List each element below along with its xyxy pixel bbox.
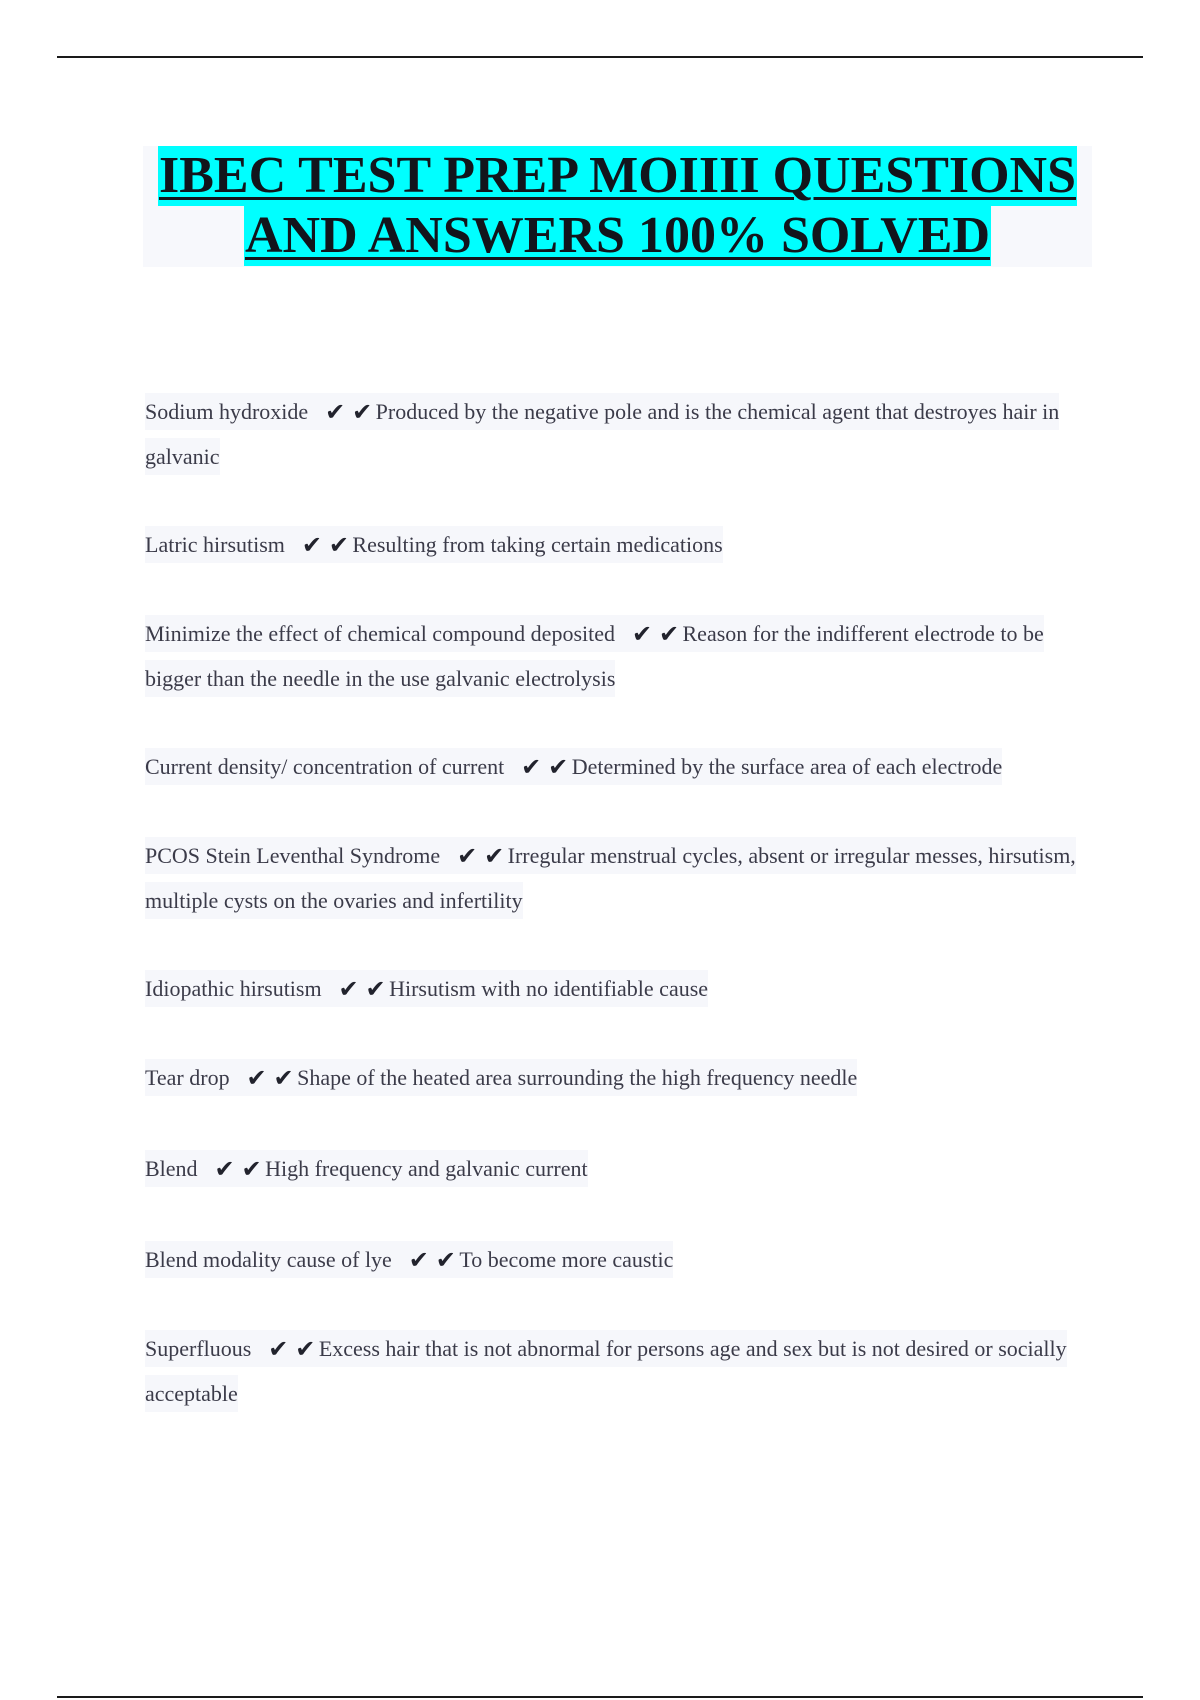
answer: Determined by the surface area of each electrode: [571, 754, 1003, 779]
check-icon: ✔: [241, 1155, 262, 1183]
check-icon: ✔: [328, 531, 349, 559]
check-icon: ✔: [352, 398, 373, 426]
list-item: [145, 1327, 1090, 1416]
term: Tear drop: [145, 1065, 230, 1090]
check-icon: ✔: [273, 1064, 294, 1092]
answer: Produced by the negative pole and is the chemical agent that destroyes hair in galvanic: [145, 399, 1060, 469]
term: Superfluous: [145, 1336, 252, 1361]
answer: Reason for the indifferent electrode to be bigger than the needle in the use galvanic electrolysis: [145, 621, 1044, 691]
term: Latric hirsutism: [145, 532, 285, 557]
term: Blend modality cause of lye: [145, 1247, 392, 1272]
check-icon: ✔: [295, 1335, 316, 1363]
check-icon: ✔: [246, 1064, 267, 1092]
list-item: [145, 1238, 1090, 1283]
term: Current density/ concentration of current: [145, 754, 505, 779]
top-rule: [57, 56, 1143, 58]
check-icon: ✔: [658, 620, 680, 648]
answer: Irregular menstrual cycles, absent or irregular messes, hirsutism, multiple cysts on the ovaries and infertility: [145, 843, 1076, 913]
check-icon: ✔: [435, 1246, 456, 1274]
bottom-rule: [57, 1696, 1143, 1698]
check-icon: ✔: [548, 753, 569, 781]
answer: Excess hair that is not abnormal for persons age and sex but is not desired or socially acceptable: [145, 1336, 1067, 1406]
check-icon: ✔: [521, 753, 542, 781]
check-icon: ✔: [457, 842, 478, 870]
term: PCOS Stein Leventhal Syndrome: [145, 843, 441, 868]
list-item: [145, 967, 1090, 1012]
term: Idiopathic hirsutism: [145, 976, 322, 1001]
check-icon: ✔: [325, 398, 346, 426]
list-item: [145, 1147, 1090, 1192]
answer: Resulting from taking certain medications: [352, 532, 723, 557]
check-icon: ✔: [301, 531, 322, 559]
answer: Hirsutism with no identifiable cause: [389, 976, 709, 1001]
term: Sodium hydroxide: [145, 399, 309, 424]
list-item: [145, 745, 1090, 790]
document-title: [143, 146, 1092, 267]
list-item: [145, 1056, 1090, 1101]
check-icon: ✔: [631, 620, 653, 648]
term: Blend: [145, 1156, 198, 1181]
check-icon: ✔: [338, 975, 359, 1003]
answer: High frequency and galvanic current: [265, 1156, 588, 1181]
check-icon: ✔: [484, 842, 505, 870]
list-item: [145, 612, 1090, 701]
answer: Shape of the heated area surrounding the high frequency needle: [297, 1065, 858, 1090]
term: Minimize the effect of chemical compound deposited: [145, 621, 615, 646]
check-icon: ✔: [268, 1335, 289, 1363]
check-icon: ✔: [214, 1155, 235, 1183]
list-item: [145, 834, 1090, 923]
list-item: [145, 390, 1090, 479]
title-line-2: AND ANSWERS 100% SOLVED: [244, 207, 991, 264]
check-icon: ✔: [408, 1246, 429, 1274]
answer: To become more caustic: [459, 1247, 674, 1272]
title-line-1: IBEC TEST PREP MOIIII QUESTIONS: [158, 147, 1077, 204]
list-item: [145, 523, 1090, 568]
check-icon: ✔: [365, 975, 386, 1003]
